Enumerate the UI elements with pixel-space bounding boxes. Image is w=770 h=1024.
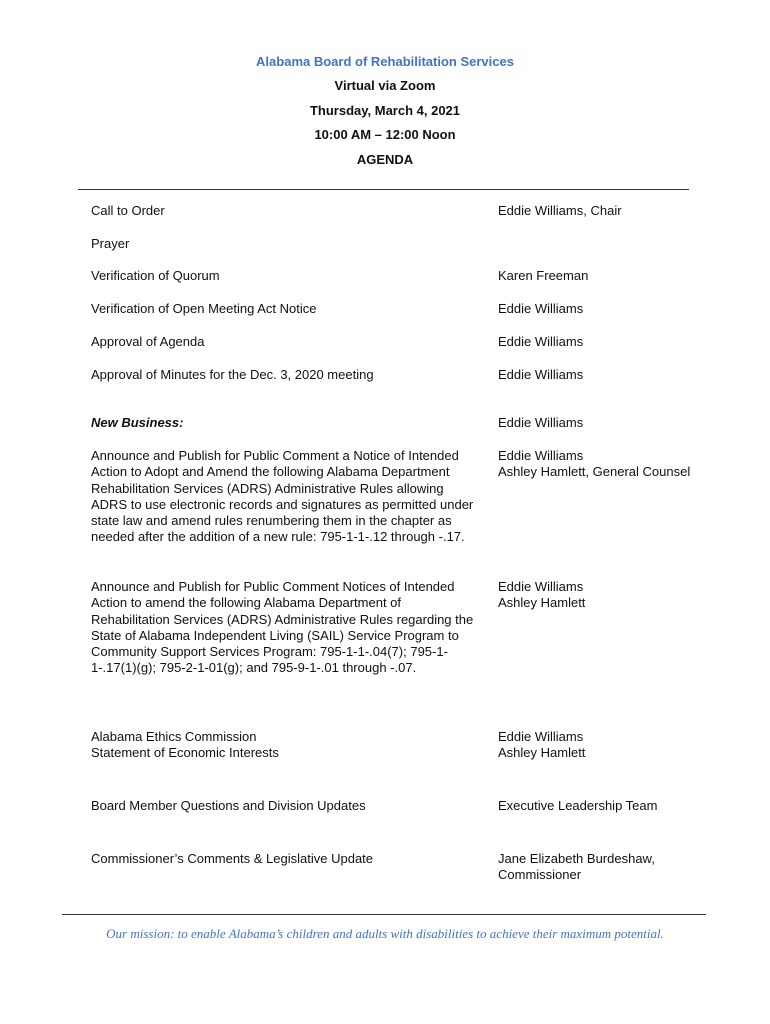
presenter-line: Ashley Hamlett	[498, 595, 586, 611]
agenda-item-quorum: Verification of Quorum	[91, 268, 220, 283]
page-title: AGENDA	[356, 152, 414, 167]
presenter-quorum: Karen Freeman	[498, 268, 589, 283]
presenter-line: Eddie Williams	[498, 729, 584, 744]
presenter-sail-program	[498, 579, 760, 612]
new-business-heading: New Business:	[91, 415, 184, 430]
agenda-line: Alabama Ethics Commission	[91, 729, 257, 744]
presenter-ethics-commission	[498, 729, 760, 762]
agenda-item-approval-minutes: Approval of Minutes for the Dec. 3, 2020 meeting	[91, 367, 374, 382]
presenter-open-meeting: Eddie Williams	[498, 301, 584, 316]
agenda-item-open-meeting: Verification of Open Meeting Act Notice	[91, 301, 317, 316]
presenter-commissioner-comments	[498, 851, 760, 884]
presenter-approval-minutes: Eddie Williams	[498, 367, 584, 382]
agenda-item-board-questions: Board Member Questions and Division Updates	[91, 798, 366, 813]
presenter-line: Eddie Williams	[498, 448, 584, 463]
presenter-line: Jane Elizabeth Burdeshaw,	[498, 851, 655, 866]
agenda-item-ethics-commission	[91, 729, 476, 762]
presenter-call-to-order: Eddie Williams, Chair	[498, 203, 622, 218]
agenda-item-call-to-order: Call to Order	[91, 203, 165, 218]
agenda-item-approval-agenda: Approval of Agenda	[91, 334, 205, 349]
presenter-line: Commissioner	[498, 867, 582, 883]
presenter-line: Ashley Hamlett	[498, 745, 586, 761]
agenda-item-prayer: Prayer	[91, 236, 130, 251]
agenda-item-commissioner-comments: Commissioner’s Comments & Legislative Update	[91, 851, 374, 866]
footer-divider	[62, 914, 706, 915]
presenter-board-questions: Executive Leadership Team	[498, 798, 658, 813]
presenter-electronic-records	[498, 448, 760, 481]
presenter-new-business: Eddie Williams	[498, 415, 584, 430]
header-divider	[78, 189, 689, 190]
agenda-item-electronic-records: Announce and Publish for Public Comment a Notice of Intended Action to Adopt and Amend the following Alabama Department Rehabilitation Services (ADRS) Administrative Rules allowing ADRS to use electronic records and signatures as permitted under state law and amend rules renumbering them in the chapter as needed after the addition of a new rule: 795-1-1-.12 through -.17.	[91, 448, 474, 545]
meeting-date: Thursday, March 4, 2021	[309, 103, 461, 118]
mission-statement: Our mission: to enable Alabama’s children and adults with disabilities to achieve their maximum potential.	[106, 926, 664, 941]
agenda-item-sail-program: Announce and Publish for Public Comment Notices of Intended Action to amend the following Alabama Department of Rehabilitation Services (ADRS) Administrative Rules regarding the State of Alabama Independent Living (SAIL) Service Program to Community Support Services Program: 795-1-1-.04(7); 795-1-1-.17(1)(g); 795-2-1-01(g); and 795-9-1-.01 through -.07.	[91, 579, 474, 676]
presenter-line: Ashley Hamlett, General Counsel	[498, 464, 691, 480]
organization-title: Alabama Board of Rehabilitation Services	[256, 54, 514, 69]
meeting-time: 10:00 AM – 12:00 Noon	[314, 127, 456, 142]
agenda-line: Statement of Economic Interests	[91, 745, 279, 761]
presenter-line: Eddie Williams	[498, 579, 584, 594]
meeting-venue: Virtual via Zoom	[334, 78, 436, 93]
presenter-approval-agenda: Eddie Williams	[498, 334, 584, 349]
